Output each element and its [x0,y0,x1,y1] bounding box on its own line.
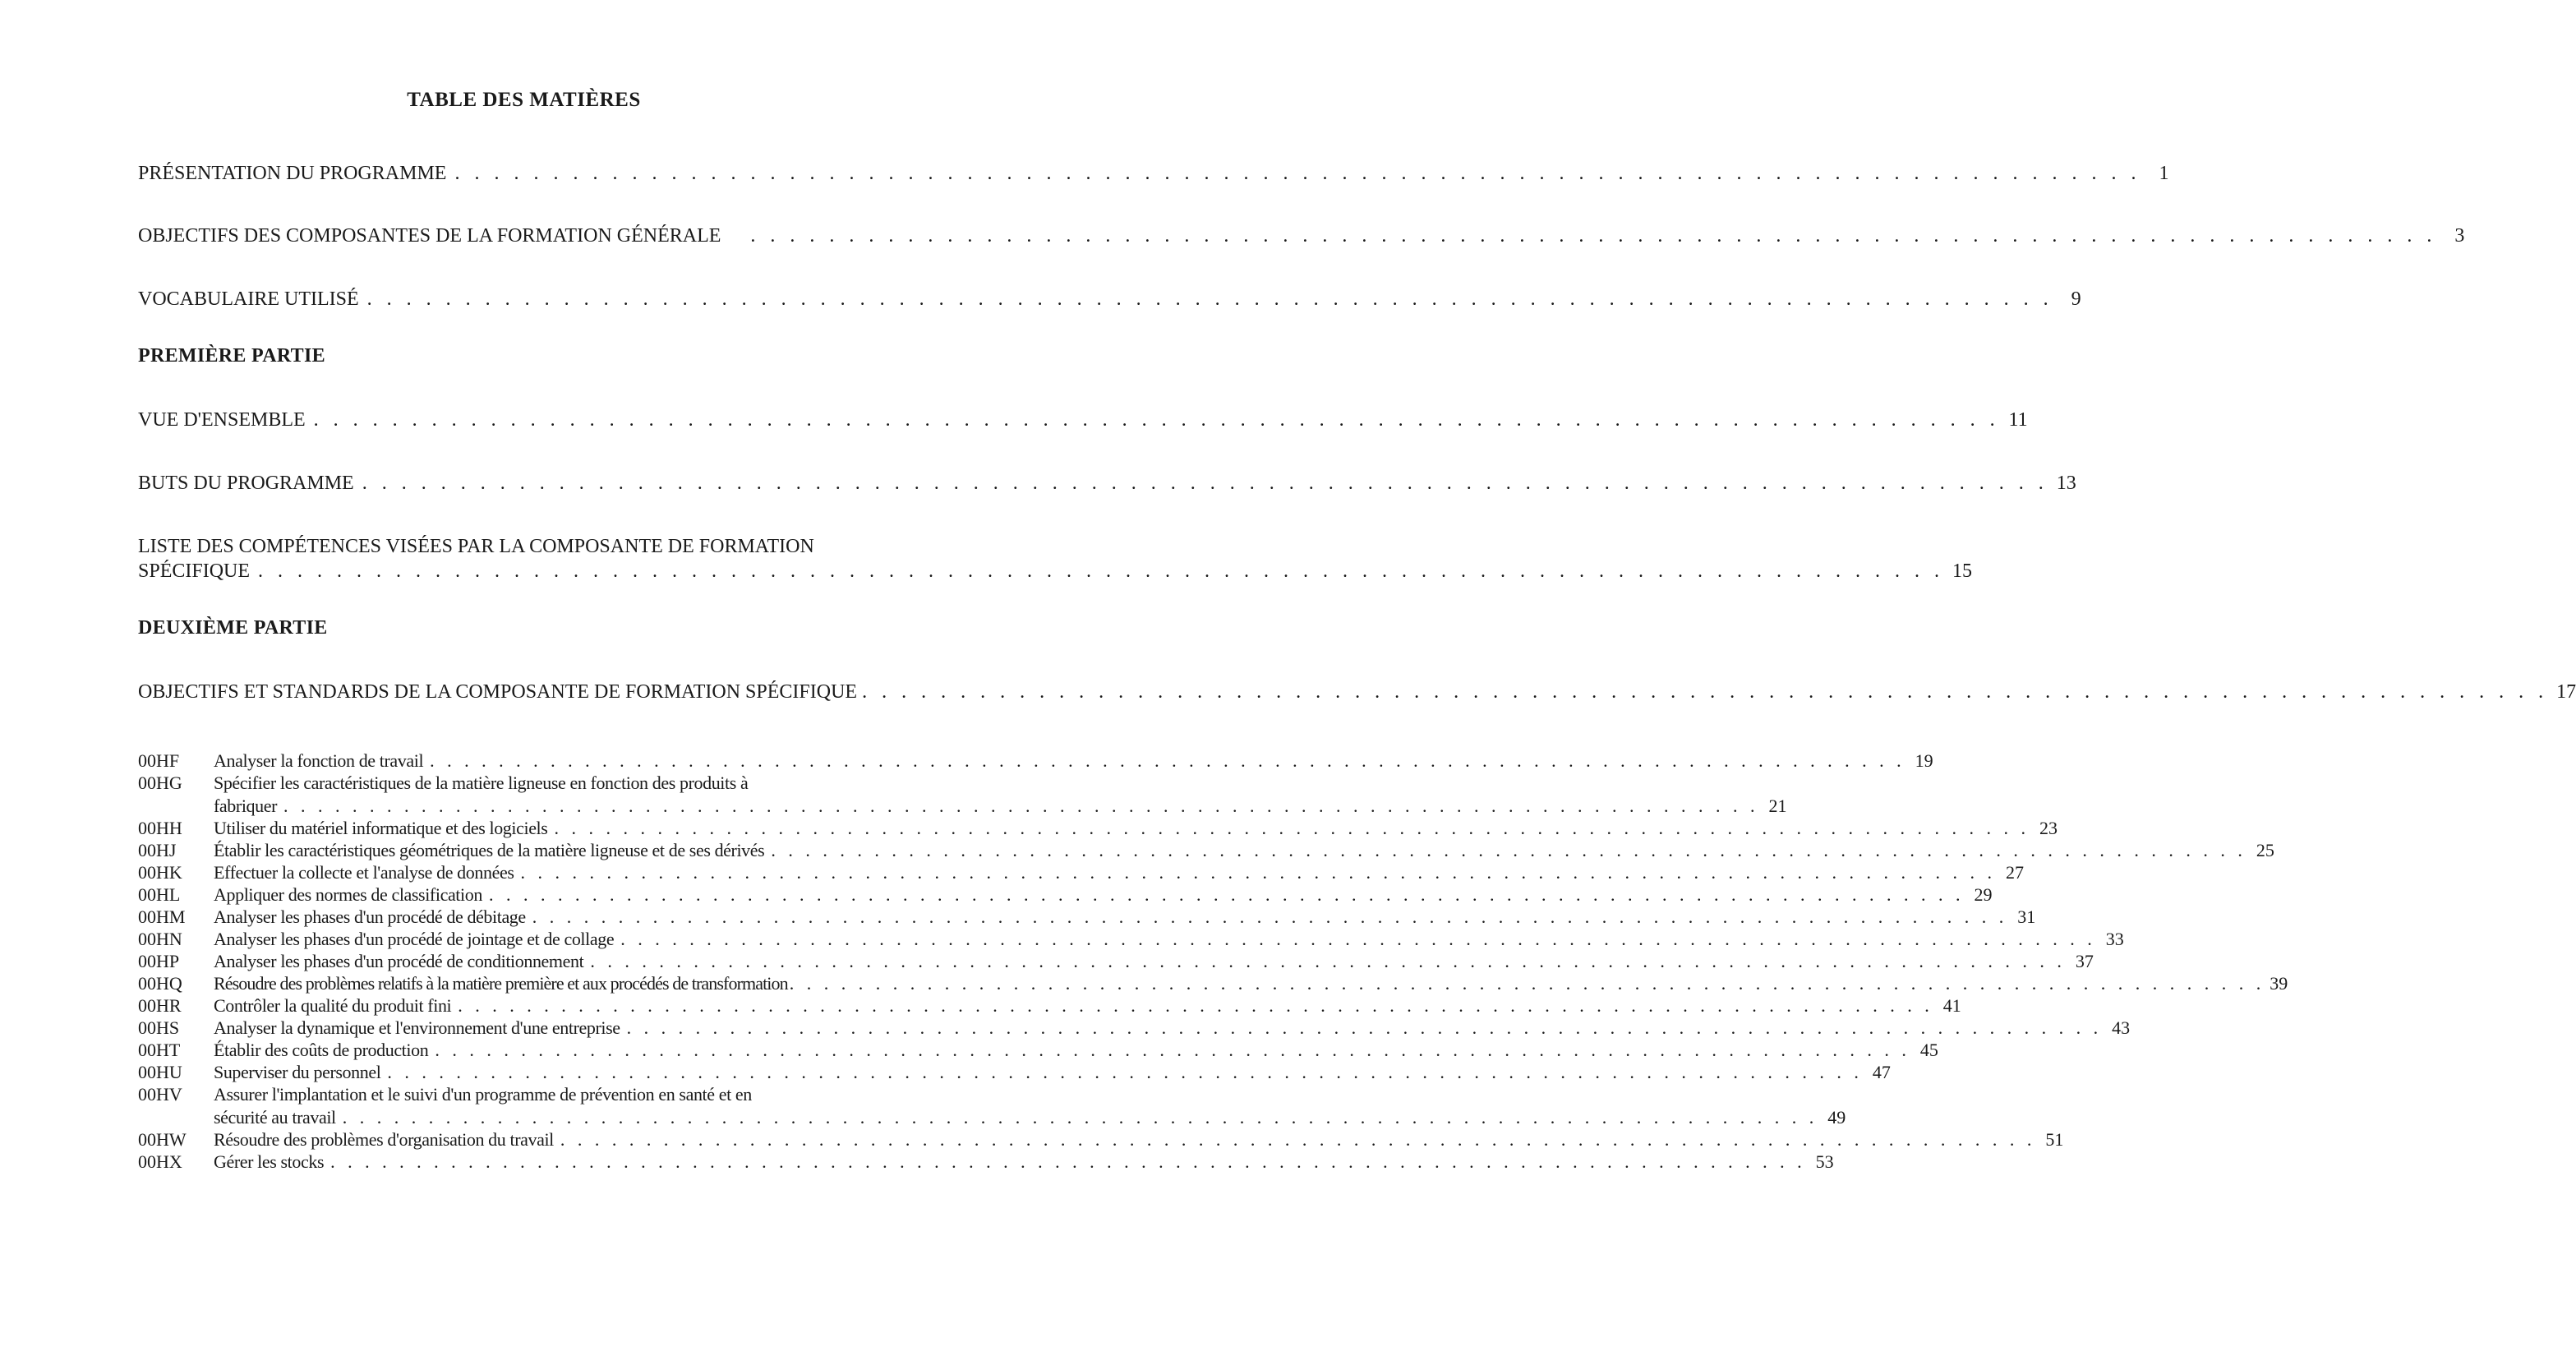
objective-page: 49 [1827,1107,1846,1128]
objective-row [214,1151,1834,1174]
objective-code: 00HP [138,951,180,971]
toc-entry-page: 1 [2159,163,2169,184]
objective-code: 00HW [138,1129,187,1150]
toc-entry-objectifs-formation-generale[interactable] [138,224,2465,248]
objective-text-line1: Assurer l'implantation et le suivi d'un programme de prévention en santé et en [214,1084,752,1105]
objective-page: 25 [2256,840,2274,860]
toc-entry-page: 13 [2056,473,2076,494]
toc-entry-page: 15 [1952,560,1973,582]
objective-row [214,749,1933,773]
objective-code: 00HL [138,884,181,905]
objective-code: 00HJ [138,840,177,860]
dot-leader: . . . . . . . . . . . . . . . . . . . . . . . . . . . . . . . . . . . . . . . . . . . . . . . . . . . . . . . . . . . . . . . . . . . . . . . . . . . . . . . . . . . . . . [532,906,2008,927]
toc-entry-label: VUE D'ENSEMBLE [138,409,306,431]
dot-leader: . . . . . . . . . . . . . . . . . . . . . . . . . . . . . . . . . . . . . . . . . . . . . . . . . . . . . . . . . . . . . . . . . . . . . . . . . . . . . . . . . . . . . . [458,995,1933,1016]
objective-page: 29 [1974,884,1993,905]
objective-page: 33 [2105,929,2124,949]
objective-page: 23 [2039,818,2058,838]
objective-code: 00HQ [138,973,182,994]
toc-entry-page: 3 [2454,225,2465,247]
dot-leader: . . . . . . . . . . . . . . . . . . . . . . . . . . . . . . . . . . . . . . . . . . . . . . . . . . . . . . . . . . . . . . . . . . . . . . . . . . . . . . . . . . . . . . [283,796,1759,816]
objective-code: 00HV [138,1084,182,1105]
toc-entry-vue-ensemble[interactable] [138,408,2028,432]
objective-page: 39 [2270,973,2288,994]
objective-text: Analyser les phases d'un procédé de débitage [214,906,526,927]
objective-text: Analyser la fonction de travail [214,750,424,771]
dot-leader: . . . . . . . . . . . . . . . . . . . . . . . . . . . . . . . . . . . . . . . . . . . . . . . . . . . . . . . . . . . . . . . . . . . . . . . . . . . . . . . . . . . . . . [362,473,2048,494]
objective-page: 47 [1872,1062,1891,1082]
dot-leader: . . . . . . . . . . . . . . . . . . . . . . . . . . . . . . . . . . . . . . . . . . . . . . . . . . . . . . . . . . . . . . . . . . . . . . . . . . . . . . . . . . . . . . [454,163,2141,184]
objective-text: Analyser les phases d'un procédé de jointage et de collage [214,929,615,949]
objective-page: 19 [1915,750,1933,771]
objective-code: 00HF [138,750,180,771]
dot-leader: . . . . . . . . . . . . . . . . . . . . . . . . . . . . . . . . . . . . . . . . . . . . . . . . . . . . . . . . . . . . . . . . . . . . . . . . . . . . . . . . . . . . . . [590,951,2066,971]
toc-entry-vocabulaire[interactable] [138,287,2081,311]
dot-leader: . . . . . . . . . . . . . . . . . . . . . . . . . . . . . . . . . . . . . . . . . . . . . . . . . . . . . . . . . . . . . . . . . . . . . . . . . . . . . . . . . . . . . . [620,929,2096,949]
dot-leader: . . . . . . . . . . . . . . . . . . . . . . . . . . . . . . . . . . . . . . . . . . . . . . . . . . . . . . . . . . . . . . . . . . . . . . . . . . . . . . . . . . . . . . [862,681,2549,703]
dot-leader: . . . . . . . . . . . . . . . . . . . . . . . . . . . . . . . . . . . . . . . . . . . . . . . . . . . . . . . . . . . . . . . . . . . . . . . . . . . . . . . . . . . . . . [789,973,2265,994]
dot-leader: . . . . . . . . . . . . . . . . . . . . . . . . . . . . . . . . . . . . . . . . . . . . . . . . . . . . . . . . . . . . . . . . . . . . . . . . . . . . . . . . . . . . . . [560,1129,2036,1150]
objective-text: Résoudre des problèmes d'organisation du travail [214,1129,554,1150]
objective-code: 00HS [138,1017,180,1038]
objective-code: 00HU [138,1062,182,1082]
dot-leader: . . . . . . . . . . . . . . . . . . . . . . . . . . . . . . . . . . . . . . . . . . . . . . . . . . . . . . . . . . . . . . . . . . . . . . . . . . . . . . . . . . . . . . [771,840,2247,860]
objective-page: 41 [1942,995,1961,1016]
toc-entry-buts[interactable] [138,471,2076,496]
dot-leader: . . . . . . . . . . . . . . . . . . . . . . . . . . . . . . . . . . . . . . . . . . . . . . . . . . . . . . . . . . . . . . . . . . . . . . . . . . . . . . . . . . . . . . [554,818,2030,838]
dot-leader: . . . . . . . . . . . . . . . . . . . . . . . . . . . . . . . . . . . . . . . . . . . . . . . . . . . . . . . . . . . . . . . . . . . . . . . . . . . . . . . . . . . . . . [330,1151,1806,1172]
part-heading-deuxieme: DEUXIÈME PARTIE [138,617,328,639]
dot-leader: . . . . . . . . . . . . . . . . . . . . . . . . . . . . . . . . . . . . . . . . . . . . . . . . . . . . . . . . . . . . . . . . . . . . . . . . . . . . . . . . . . . . . . [750,225,2437,247]
objective-page: 43 [2112,1017,2131,1038]
toc-entry-page: 9 [2071,288,2081,310]
toc-entry-label: BUTS DU PROGRAMME [138,473,354,494]
dot-leader: . . . . . . . . . . . . . . . . . . . . . . . . . . . . . . . . . . . . . . . . . . . . . . . . . . . . . . . . . . . . . . . . . . . . . . . . . . . . . . . . . . . . . . [313,409,2000,431]
toc-entry-label: OBJECTIFS DES COMPOSANTES DE LA FORMATION GÉNÉRALE [138,225,721,247]
objective-row [214,1017,2131,1040]
objective-row [214,1106,1846,1129]
toc-entry-page: 17 [2556,681,2576,703]
objective-page: 51 [2045,1129,2064,1150]
objective-text: Utiliser du matériel informatique et des logiciels [214,818,548,838]
objective-text: Appliquer des normes de classification [214,884,482,905]
toc-entry-label: OBJECTIFS ET STANDARDS DE LA COMPOSANTE DE FORMATION SPÉCIFIQUE [138,681,858,703]
toc-entry-liste-competences[interactable] [138,559,1973,583]
dot-leader: . . . . . . . . . . . . . . . . . . . . . . . . . . . . . . . . . . . . . . . . . . . . . . . . . . . . . . . . . . . . . . . . . . . . . . . . . . . . . . . . . . . . . . [366,288,2053,310]
dot-leader: . . . . . . . . . . . . . . . . . . . . . . . . . . . . . . . . . . . . . . . . . . . . . . . . . . . . . . . . . . . . . . . . . . . . . . . . . . . . . . . . . . . . . . [435,1040,1910,1060]
dot-leader: . . . . . . . . . . . . . . . . . . . . . . . . . . . . . . . . . . . . . . . . . . . . . . . . . . . . . . . . . . . . . . . . . . . . . . . . . . . . . . . . . . . . . . [430,750,1906,771]
objective-code: 00HK [138,862,182,883]
objective-text: Gérer les stocks [214,1151,325,1172]
objective-row [214,839,2274,862]
objective-code: 00HT [138,1040,181,1060]
objective-text: sécurité au travail [214,1107,336,1128]
dot-leader: . . . . . . . . . . . . . . . . . . . . . . . . . . . . . . . . . . . . . . . . . . . . . . . . . . . . . . . . . . . . . . . . . . . . . . . . . . . . . . . . . . . . . . [488,884,1965,905]
objective-page: 21 [1768,796,1787,816]
objective-text: Contrôler la qualité du produit fini [214,995,452,1016]
objective-text: Résoudre des problèmes relatifs à la matière première et aux procédés de transformation [214,973,788,994]
objective-page: 37 [2075,951,2094,971]
objective-code: 00HM [138,906,186,927]
toc-entry-label: PRÉSENTATION DU PROGRAMME [138,163,447,184]
toc-entry-liste-competences-line1[interactable]: LISTE DES COMPÉTENCES VISÉES PAR LA COMPOSANTE DE FORMATION [138,536,814,557]
page-title: TABLE DES MATIÈRES [407,89,641,111]
toc-entry-label: SPÉCIFIQUE [138,560,251,582]
objective-row [214,950,2094,973]
objective-row [214,1128,2064,1151]
dot-leader: . . . . . . . . . . . . . . . . . . . . . . . . . . . . . . . . . . . . . . . . . . . . . . . . . . . . . . . . . . . . . . . . . . . . . . . . . . . . . . . . . . . . . . [258,560,1945,582]
dot-leader: . . . . . . . . . . . . . . . . . . . . . . . . . . . . . . . . . . . . . . . . . . . . . . . . . . . . . . . . . . . . . . . . . . . . . . . . . . . . . . . . . . . . . . [520,862,1996,883]
objective-page: 45 [1919,1040,1938,1060]
objective-text: Superviser du personnel [214,1062,381,1082]
objective-text: Analyser la dynamique et l'environnement d'une entreprise [214,1017,620,1038]
dot-leader: . . . . . . . . . . . . . . . . . . . . . . . . . . . . . . . . . . . . . . . . . . . . . . . . . . . . . . . . . . . . . . . . . . . . . . . . . . . . . . . . . . . . . . [626,1017,2103,1038]
objective-row [214,972,2288,995]
objective-code: 00HX [138,1151,182,1172]
objective-code: 00HH [138,818,182,838]
part-heading-premiere: PREMIÈRE PARTIE [138,345,325,367]
objective-text: Analyser les phases d'un procédé de conditionnement [214,951,584,971]
objective-row [214,883,1993,906]
toc-entry-objectifs-standards[interactable] [138,680,2576,704]
dot-leader: . . . . . . . . . . . . . . . . . . . . . . . . . . . . . . . . . . . . . . . . . . . . . . . . . . . . . . . . . . . . . . . . . . . . . . . . . . . . . . . . . . . . . . [342,1107,1818,1128]
objective-row [214,1039,1938,1062]
objective-text: Établir des coûts de production [214,1040,429,1060]
toc-entry-presentation[interactable] [138,161,2169,186]
objective-row [214,817,2058,840]
objective-text: Effectuer la collecte et l'analyse de données [214,862,514,883]
objective-row [214,795,1787,818]
objective-code: 00HG [138,773,182,793]
objective-page: 53 [1815,1151,1834,1172]
objective-row [214,906,2036,929]
objective-text: fabriquer [214,796,278,816]
objective-page: 27 [2005,862,2024,883]
objective-row [214,994,1961,1017]
objective-page: 31 [2017,906,2036,927]
objective-row [214,928,2124,951]
toc-entry-page: 11 [2008,409,2028,431]
objective-row [214,861,2024,884]
dot-leader: . . . . . . . . . . . . . . . . . . . . . . . . . . . . . . . . . . . . . . . . . . . . . . . . . . . . . . . . . . . . . . . . . . . . . . . . . . . . . . . . . . . . . . [387,1062,1863,1082]
objective-row [214,1061,1891,1084]
objective-code: 00HN [138,929,182,949]
toc-entry-label: VOCABULAIRE UTILISÉ [138,288,359,310]
objective-text: Établir les caractéristiques géométriques de la matière ligneuse et de ses dérivés [214,840,765,860]
objective-code: 00HR [138,995,182,1016]
objective-text-line1: Spécifier les caractéristiques de la matière ligneuse en fonction des produits à [214,773,749,793]
